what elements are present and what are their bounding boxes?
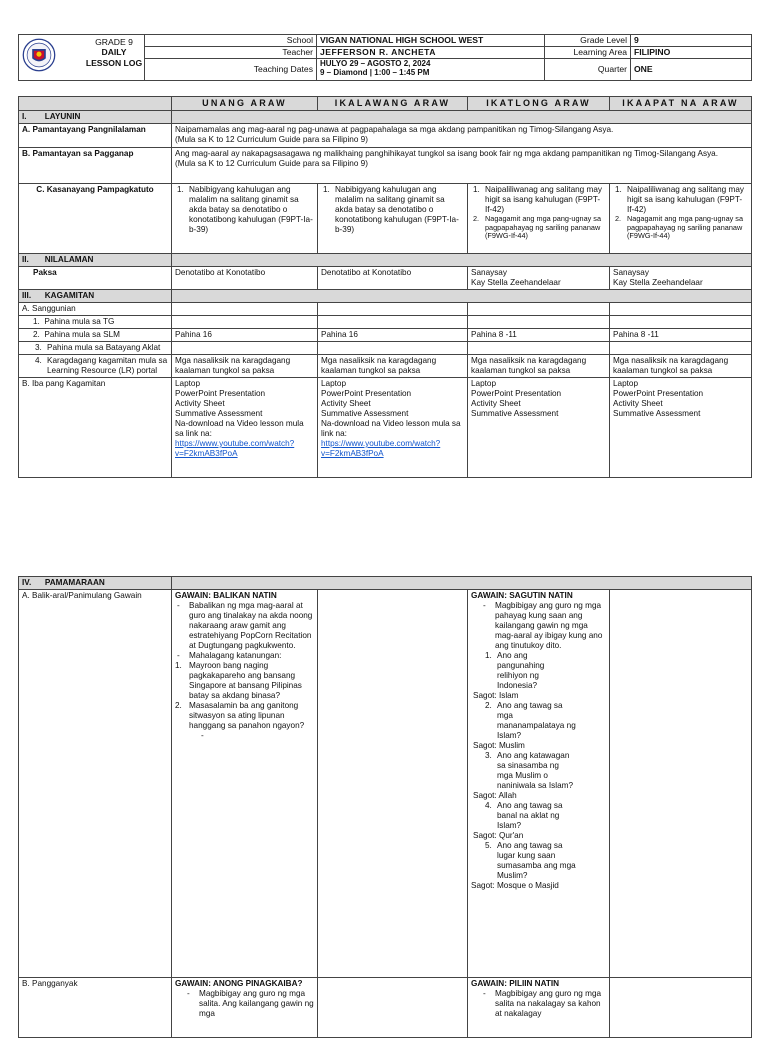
day3-question-5: 5. Ano ang tawag sa lugar kung saan sumasamba ang mga Muslim?: [485, 841, 576, 880]
quarter-value: ONE: [631, 59, 752, 81]
pangganyak-day3-title: GAWAIN: PILIIN NATIN: [471, 979, 560, 988]
deped-seal-icon: [22, 38, 56, 72]
title-lesson-log: LESSON LOG: [85, 57, 143, 68]
day3-question-2: 2. Ano ang tawag sa mga mananampalataya ng Islam?: [485, 701, 576, 740]
school-value: VIGAN NATIONAL HIGH SCHOOL WEST: [317, 35, 545, 47]
kagamitan-day3-item-3: Activity Sheet: [471, 398, 521, 408]
slm-day2: Pahina 16: [318, 328, 468, 341]
kagamitan-day3: [468, 377, 610, 477]
balik-aral-day1-p2: - Mahalagang katanungan:: [177, 651, 282, 660]
pangganyak-day3: [468, 978, 610, 1038]
batayang-day2: [318, 341, 468, 354]
video-link-day1-part-1: https://www.youtube.com/watch?: [175, 438, 295, 448]
paksa-day4-line-1: Sanaysay: [613, 267, 649, 277]
day3-answer-2: Sagot: Muslim: [473, 741, 525, 750]
plan-table-1: [18, 96, 752, 478]
slm-row-label: 2. Pahina mula sa SLM: [19, 328, 172, 341]
day3-question-4: 4. Ano ang tawag sa banal na aklat ng Islam?: [485, 801, 563, 830]
day3-answer-3: Sagot: Allah: [473, 791, 517, 800]
pangganyak-day1: [172, 978, 318, 1038]
kagamitan-day2-item-5: Na-download na Video lesson mula sa link na:: [321, 418, 461, 438]
paksa-label: Paksa: [19, 266, 172, 289]
kagamitan-heading-fill: [172, 289, 752, 302]
pamantayang-pangnilalaman-label: A. Pamantayang Pangnilalaman: [19, 123, 172, 147]
pangganyak-day3-p1: - Magbibigay ang guro ng mga salita na nakalagay sa kahon at nakalagay: [483, 989, 602, 1018]
tg-day1: [172, 315, 318, 328]
kagamitan-day1-item-3: Activity Sheet: [175, 398, 225, 408]
balik-aral-day4: [610, 590, 752, 978]
kagamitan-day4-item-3: Activity Sheet: [613, 398, 663, 408]
teacher-value: JEFFERSON R. ANCHETA: [317, 47, 545, 59]
balik-aral-day1-p1-text: Babalikan ng mga mag-aaral at guro ang tinalakay na akda noong nakaraang araw gamit ang estratehiyang PopCorn Recitation at Dugtungang pagkukwento.: [189, 601, 313, 650]
sanggunian-day3: [468, 302, 610, 315]
balik-aral-day1-q1-text: Mayroon bang naging pagkakapareho ang bansang Singapore at bansang Pilipinas batay sa akdang binasa?: [189, 661, 302, 700]
day-header-blank: [19, 97, 172, 111]
pangnilalaman-body: Naipamamalas ang mag-aaral ng pag-unawa at pagpapahalaga sa mga akdang pampanitikan ng Timog-Silangang Asya.: [175, 124, 614, 134]
paksa-day1: Denotatibo at Konotatibo: [172, 266, 318, 289]
paksa-day3-line-1: Sanaysay: [471, 267, 507, 277]
area-label: Learning Area: [545, 47, 631, 59]
karagdagang-label: Karagdagang kagamitan mula sa Learning Resource (LR) portal: [47, 355, 168, 375]
dates-label: Teaching Dates: [145, 59, 317, 81]
pamantayan-pagganap-text: [172, 147, 752, 183]
paksa-day2: Denotatibo at Konotatibo: [318, 266, 468, 289]
kasanayan-day3-item-1: 1. Naipaliliwanag ang salitang may higit sa isang kahulugan (F9PT-If-42): [473, 184, 602, 214]
kagamitan-day4: [610, 377, 752, 477]
day-header-2: IKALAWANG ARAW: [318, 97, 468, 111]
layunin-heading: I. LAYUNIN: [19, 110, 172, 123]
kagamitan-day4-item-4: Summative Assessment: [613, 408, 701, 418]
quarter-label: Quarter: [545, 59, 631, 81]
pagganap-body: Ang mag-aaral ay nakapagsasagawa ng malikhaing panghihikayat tungkol sa isang book fair ng mga akdang pampanitikan ng Timog-Silangang Asya.: [175, 148, 718, 158]
batayang-row-label: 3. Pahina mula sa Batayang Aklat: [19, 341, 172, 354]
day3-question-1-text: Ano ang pangunahing relihiyon ng Indonesia?: [497, 651, 545, 690]
school-label: School: [145, 35, 317, 47]
kagamitan-day1: [172, 377, 318, 477]
video-link-day2-part-1: https://www.youtube.com/watch?: [321, 438, 441, 448]
balik-aral-day1-q2-text: Masasalamin ba ang ganitong sitwasyon sa ating lipunan hanggang sa panahon ngayon?: [189, 701, 305, 730]
kasanayan-day3-text-2: Nagagamit ang mga pang-ugnay sa pagpapahayag ng sariling pananaw (F9WG-If-44): [485, 213, 602, 241]
sanggunian-day4: [610, 302, 752, 315]
kagamitan-day2: [318, 377, 468, 477]
day3-question-2-text: Ano ang tawag sa mga mananampalataya ng Islam?: [497, 701, 576, 740]
kasanayan-day4-text-2: Nagagamit ang mga pang-ugnay sa pagpapahayag ng sariling pananaw (F9WG-If-44): [627, 213, 744, 241]
tg-row-label: 1. Pahina mula sa TG: [19, 315, 172, 328]
video-link-day2[interactable]: [321, 439, 440, 458]
kasanayan-day1-text: Nabibigyang kahulugan ang malalim na salitang ginamit sa akda batay sa denotatibo o konotatibong kahulugan (F9PT-Ia-b-39): [189, 184, 313, 234]
kasanayan-day4: [610, 183, 752, 253]
kagamitan-day4-item-2: PowerPoint Presentation: [613, 388, 704, 398]
kasanayan-day2-text: Nabibigyang kahulugan ang malalim na salitang ginamit sa akda batay sa denotatibo o konotatibong kahulugan (F9PT-Ia-b-39): [335, 184, 459, 234]
day3-answer-4: Sagot: Qur'an: [473, 831, 524, 840]
grade-value: 9: [631, 35, 752, 47]
balik-aral-day1-title: GAWAIN: BALIKAN NATIN: [175, 591, 277, 600]
dates-value: [317, 59, 545, 81]
header-logo-cell: [19, 35, 145, 81]
tg-label: Pahina mula sa TG: [44, 316, 115, 326]
batayang-day4: [610, 341, 752, 354]
balik-aral-day1-p1: - Babalikan ng mga mag-aaral at guro ang tinalakay na akda noong nakaraang araw gamit ang estratehiyang PopCorn Recitation at Dugtungang pagkukwento.: [177, 601, 313, 650]
kasanayan-day4-item-2: 2. Nagagamit ang mga pang-ugnay sa pagpapahayag ng sariling pananaw (F9WG-If-44): [615, 213, 744, 241]
paksa-day4-line-2: Kay Stella Zeehandelaar: [613, 277, 703, 287]
sanggunian-label: A. Sanggunian: [19, 302, 172, 315]
pangnilalaman-note: (Mula sa K to 12 Curriculum Guide para sa Filipino 9): [175, 134, 368, 144]
kagamitan-day2-item-3: Activity Sheet: [321, 398, 371, 408]
balik-aral-day1-p2-text: Mahalagang katanungan:: [189, 651, 282, 660]
day3-question-5-text: Ano ang tawag sa lugar kung saan sumasamba ang mga Muslim?: [497, 841, 576, 880]
sanggunian-day2: [318, 302, 468, 315]
karagdagang-day4: Mga nasaliksik na karagdagang kaalaman tungkol sa paksa: [610, 354, 752, 377]
kagamitan-heading: III. KAGAMITAN: [19, 289, 172, 302]
batayang-day3: [468, 341, 610, 354]
paksa-day4: [610, 266, 752, 289]
kasanayan-day3: [468, 183, 610, 253]
sanggunian-day1: [172, 302, 318, 315]
kagamitan-day2-item-2: PowerPoint Presentation: [321, 388, 412, 398]
paksa-day3-line-2: Kay Stella Zeehandelaar: [471, 277, 561, 287]
balik-aral-day1-dash: -: [201, 731, 204, 740]
day3-question-3-text: Ano ang katawagan sa sinasamba ng mga Muslim o naniniwala sa Islam?: [497, 751, 574, 790]
kagamitan-day4-item-1: Laptop: [613, 378, 639, 388]
kagamitan-day3-item-4: Summative Assessment: [471, 408, 559, 418]
slm-day1: Pahina 16: [172, 328, 318, 341]
pangganyak-label: B. Pangganyak: [19, 978, 172, 1038]
video-link-day2-part-2: v=F2kmAB3fPoA: [321, 448, 384, 458]
kasanayan-label: C. Kasanayang Pampagkatuto: [19, 183, 172, 253]
balik-aral-day3-p1-text: Magbibigay ang guro ng mga pahayag kung saan ang kailangang gawin ng mga mag-aaral ay ibigay kung ano ang tinutukoy dito.: [495, 601, 603, 650]
day3-question-1: 1. Ano ang pangunahing relihiyon ng Indonesia?: [485, 651, 545, 690]
balik-aral-day3-title: GAWAIN: SAGUTIN NATIN: [471, 591, 573, 600]
day3-answer-5: Sagot: Mosque o Masjid: [471, 881, 559, 890]
paksa-day3: [468, 266, 610, 289]
pamamaraan-heading-fill: [172, 577, 752, 590]
kagamitan-day2-item-1: Laptop: [321, 378, 347, 388]
kasanayan-day2: [318, 183, 468, 253]
balik-aral-day1-q2: 2. Masasalamin ba ang ganitong sitwasyon sa ating lipunan hanggang sa panahon ngayon?: [175, 701, 305, 730]
header-table: [18, 34, 752, 81]
kasanayan-day4-item-1: 1. Naipaliliwanag ang salitang may higit sa isang kahulugan (F9PT-If-42): [615, 184, 744, 214]
pamantayang-pangnilalaman-text: [172, 123, 752, 147]
balik-aral-day3-p1: - Magbibigay ang guro ng mga pahayag kung saan ang kailangang gawin ng mga mag-aaral ay ibigay kung ano ang tinutukoy dito.: [483, 601, 603, 650]
batayang-day1: [172, 341, 318, 354]
video-link-day1-part-2: v=F2kmAB3fPoA: [175, 448, 238, 458]
nilalaman-heading-fill: [172, 253, 752, 266]
tg-day3: [468, 315, 610, 328]
plan-table-2: [18, 576, 752, 1038]
karagdagang-day1: Mga nasaliksik na karagdagang kaalaman tungkol sa paksa: [172, 354, 318, 377]
kagamitan-day3-item-1: Laptop: [471, 378, 497, 388]
kasanayan-day4-text-1: Naipaliliwanag ang salitang may higit sa isang kahulugan (F9PT-If-42): [627, 184, 744, 214]
day-header-1: UNANG ARAW: [172, 97, 318, 111]
area-value: FILIPINO: [631, 47, 752, 59]
day3-question-4-text: Ano ang tawag sa banal na aklat ng Islam?: [497, 801, 563, 830]
grade-label: Grade Level: [545, 35, 631, 47]
pangganyak-day1-p1-text: Magbibigay ang guro ng mga salita. Ang kailangang gawin ng mga: [199, 989, 314, 1018]
kasanayan-day1-item: 1. Nabibigyang kahulugan ang malalim na salitang ginamit sa akda batay sa denotatibo o konotatibong kahulugan (F9PT-Ia-b-39): [177, 184, 313, 234]
kasanayan-day3-text-1: Naipaliliwanag ang salitang may higit sa isang kahulugan (F9PT-If-42): [485, 184, 602, 214]
slm-day3: Pahina 8 -11: [468, 328, 610, 341]
balik-aral-day3: [468, 590, 610, 978]
dates-range: HULYO 29 – AGOSTO 2, 2024: [320, 59, 431, 68]
dates-section-time: 9 – Diamond | 1:00 – 1:45 PM: [320, 68, 430, 78]
balik-aral-day1-q1: 1. Mayroon bang naging pagkakapareho ang bansang Singapore at bansang Pilipinas batay sa akdang binasa?: [175, 661, 302, 700]
tg-day2: [318, 315, 468, 328]
pamamaraan-heading: IV. PAMAMARAAN: [19, 577, 172, 590]
balik-aral-day2: [318, 590, 468, 978]
pangganyak-day3-p1-text: Magbibigay ang guro ng mga salita na nakalagay sa kahon at nakalagay: [495, 989, 602, 1018]
kagamitan-day2-item-4: Summative Assessment: [321, 408, 409, 418]
pagganap-note: (Mula sa K to 12 Curriculum Guide para sa Filipino 9): [175, 158, 368, 168]
batayang-label: Pahina mula sa Batayang Aklat: [47, 342, 161, 352]
karagdagang-day2: Mga nasaliksik na karagdagang kaalaman tungkol sa paksa: [318, 354, 468, 377]
kagamitan-day1-item-1: Laptop: [175, 378, 201, 388]
balik-aral-day1: [172, 590, 318, 978]
slm-day4: Pahina 8 -11: [610, 328, 752, 341]
layunin-heading-fill: [172, 110, 752, 123]
slm-label: Pahina mula sa SLM: [44, 329, 120, 339]
kagamitan-day1-item-5: Na-download na Video lesson mula sa link na:: [175, 418, 304, 438]
balik-aral-label: A. Balik-aral/Panimulang Gawain: [19, 590, 172, 978]
nilalaman-heading: II. NILALAMAN: [19, 253, 172, 266]
day-header-3: IKATLONG ARAW: [468, 97, 610, 111]
kasanayan-day2-item: 1. Nabibigyang kahulugan ang malalim na salitang ginamit sa akda batay sa denotatibo o konotatibong kahulugan (F9PT-Ia-b-39): [323, 184, 459, 234]
kasanayan-day3-item-2: 2. Nagagamit ang mga pang-ugnay sa pagpapahayag ng sariling pananaw (F9WG-If-44): [473, 213, 602, 241]
day3-answer-1: Sagot: Islam: [473, 691, 519, 700]
karagdagang-day3: Mga nasaliksik na karagdagang kaalaman tungkol sa paksa: [468, 354, 610, 377]
day3-question-3: 3. Ano ang katawagan sa sinasamba ng mga Muslim o naniniwala sa Islam?: [485, 751, 574, 790]
kagamitan-day3-item-2: PowerPoint Presentation: [471, 388, 562, 398]
tg-day4: [610, 315, 752, 328]
video-link-day1[interactable]: [175, 439, 294, 458]
iba-pang-kagamitan-label: B. Iba pang Kagamitan: [19, 377, 172, 477]
header-title: [59, 37, 145, 68]
title-daily: DAILY: [101, 47, 127, 58]
day-header-4: IKAAPAT NA ARAW: [610, 97, 752, 111]
kasanayan-day1: [172, 183, 318, 253]
pangganyak-day1-title: GAWAIN: ANONG PINAGKAIBA?: [175, 979, 303, 988]
pamantayan-pagganap-label: B. Pamantayan sa Pagganap: [19, 147, 172, 183]
pangganyak-day1-p1: - Magbibigay ang guro ng mga salita. Ang kailangang gawin ng mga: [187, 989, 314, 1018]
karagdagang-row-label: 4. Karagdagang kagamitan mula sa Learning Resource (LR) portal: [19, 354, 172, 377]
pangganyak-day4: [610, 978, 752, 1038]
title-grade: GRADE 9: [95, 37, 133, 47]
teacher-label: Teacher: [145, 47, 317, 59]
kagamitan-day1-item-2: PowerPoint Presentation: [175, 388, 266, 398]
kagamitan-day1-item-4: Summative Assessment: [175, 408, 263, 418]
pangganyak-day2: [318, 978, 468, 1038]
